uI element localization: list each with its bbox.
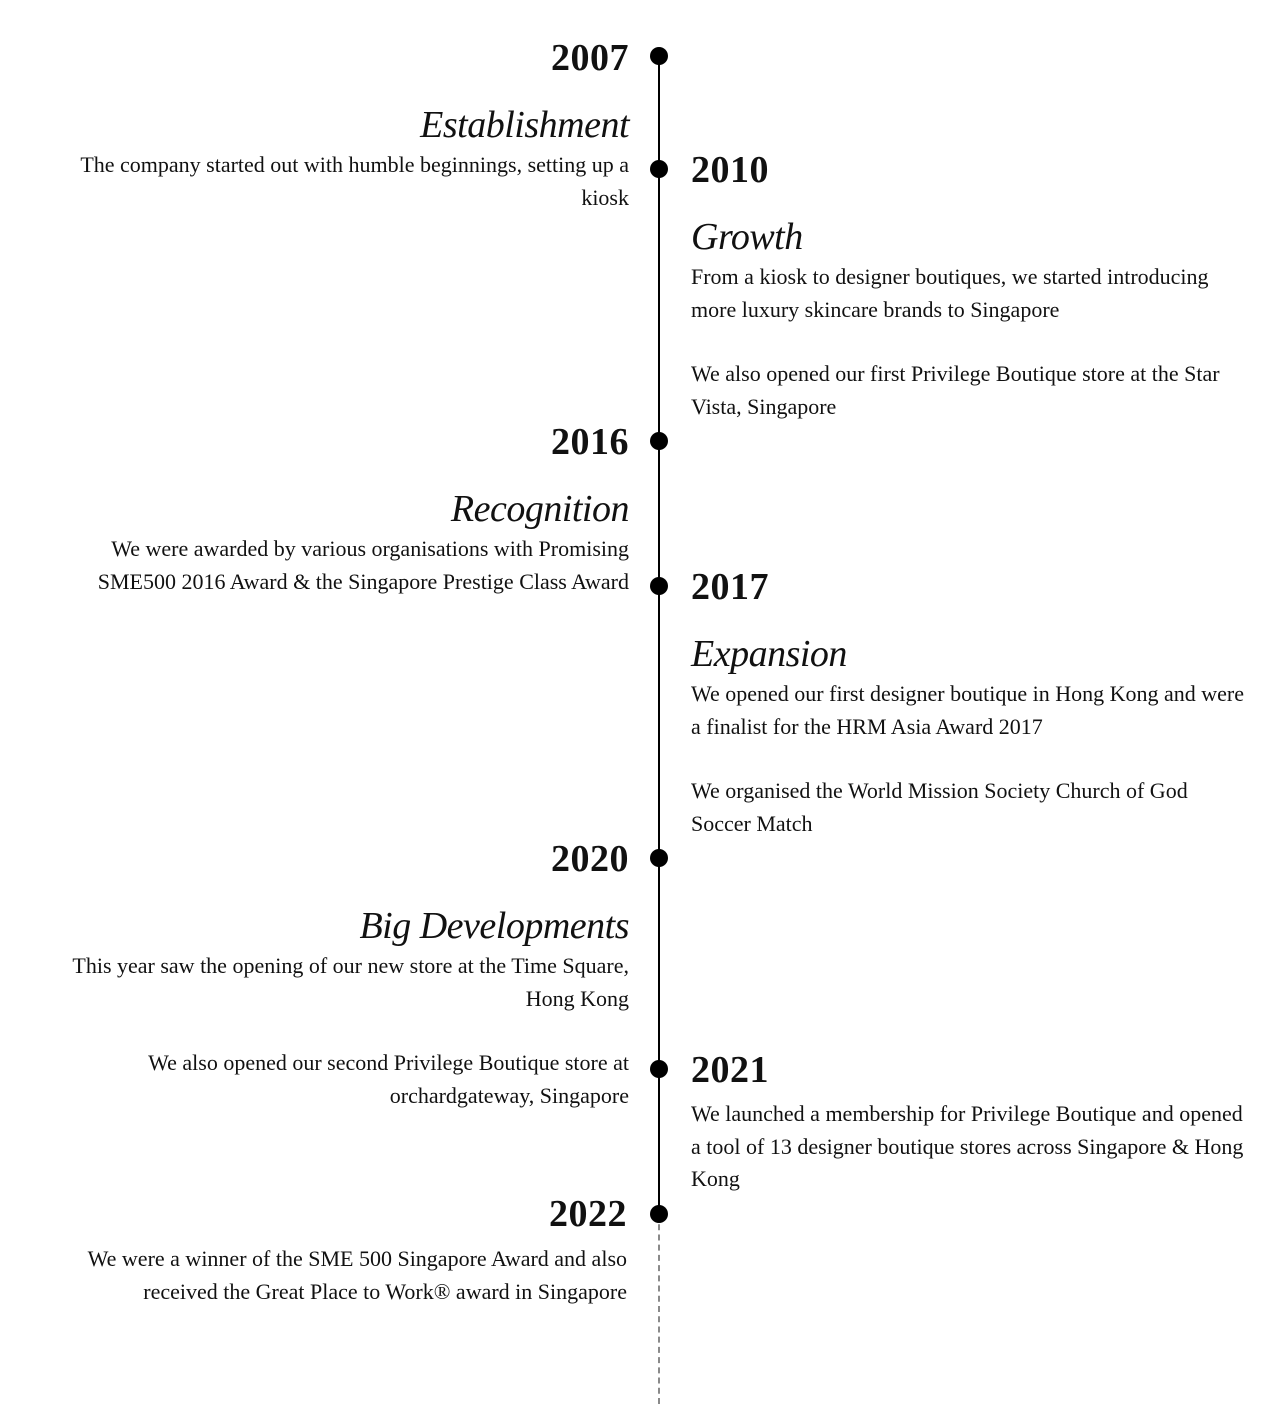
timeline-entry-2017 (691, 567, 1251, 840)
entry-year: 2021 (691, 1049, 769, 1091)
timeline-marker-2010 (650, 160, 668, 178)
entry-description: The company started out with humble beginnings, setting up a kiosk (80, 152, 629, 210)
timeline-entry-2016 (69, 422, 629, 598)
entry-description: We were a winner of the SME 500 Singapore Award and also received the Great Place to Work® award in Singapore (87, 1246, 627, 1304)
timeline-entry-2022 (67, 1194, 627, 1308)
timeline-entry-2021 (691, 1050, 1251, 1196)
timeline-axis-continuation (658, 1214, 660, 1404)
timeline-marker-2017 (650, 577, 668, 595)
timeline-marker-2007 (650, 47, 668, 65)
entry-year: 2016 (551, 421, 629, 463)
entry-description: We organised the World Mission Society Church of God Soccer Match (691, 778, 1188, 836)
timeline-marker-2016 (650, 432, 668, 450)
timeline-axis-line (658, 56, 660, 1214)
timeline-entry-2010 (691, 150, 1251, 423)
entry-description: We opened our first designer boutique in Hong Kong and were a finalist for the HRM Asia Award 2017 (691, 681, 1244, 739)
entry-heading: Big Developments (359, 905, 629, 947)
entry-description: We were awarded by various organisations with Promising SME500 2016 Award & the Singapore Prestige Class Award (97, 536, 629, 594)
entry-heading: Recognition (450, 488, 629, 530)
timeline-marker-2020 (650, 849, 668, 867)
entry-heading: Growth (691, 216, 803, 258)
entry-year: 2010 (691, 149, 769, 191)
entry-year: 2017 (691, 566, 769, 608)
entry-description: We also opened our second Privilege Boutique store at orchardgateway, Singapore (148, 1050, 629, 1108)
entry-description: This year saw the opening of our new store at the Time Square, Hong Kong (72, 953, 629, 1011)
entry-heading: Expansion (691, 633, 847, 675)
timeline-marker-2022 (650, 1205, 668, 1223)
timeline-entry-2020 (69, 839, 629, 1112)
entry-year: 2022 (549, 1193, 627, 1235)
timeline-entry-2007 (69, 38, 629, 214)
entry-year: 2007 (551, 37, 629, 79)
entry-description: We launched a membership for Privilege Boutique and opened a tool of 13 designer boutique stores across Singapore & Hong Kong (691, 1101, 1244, 1191)
entry-description: From a kiosk to designer boutiques, we started introducing more luxury skincare brands to Singapore (691, 264, 1209, 322)
entry-description: We also opened our first Privilege Boutique store at the Star Vista, Singapore (691, 361, 1220, 419)
entry-year: 2020 (551, 838, 629, 880)
entry-heading: Establishment (420, 104, 629, 146)
timeline-marker-2021 (650, 1060, 668, 1078)
